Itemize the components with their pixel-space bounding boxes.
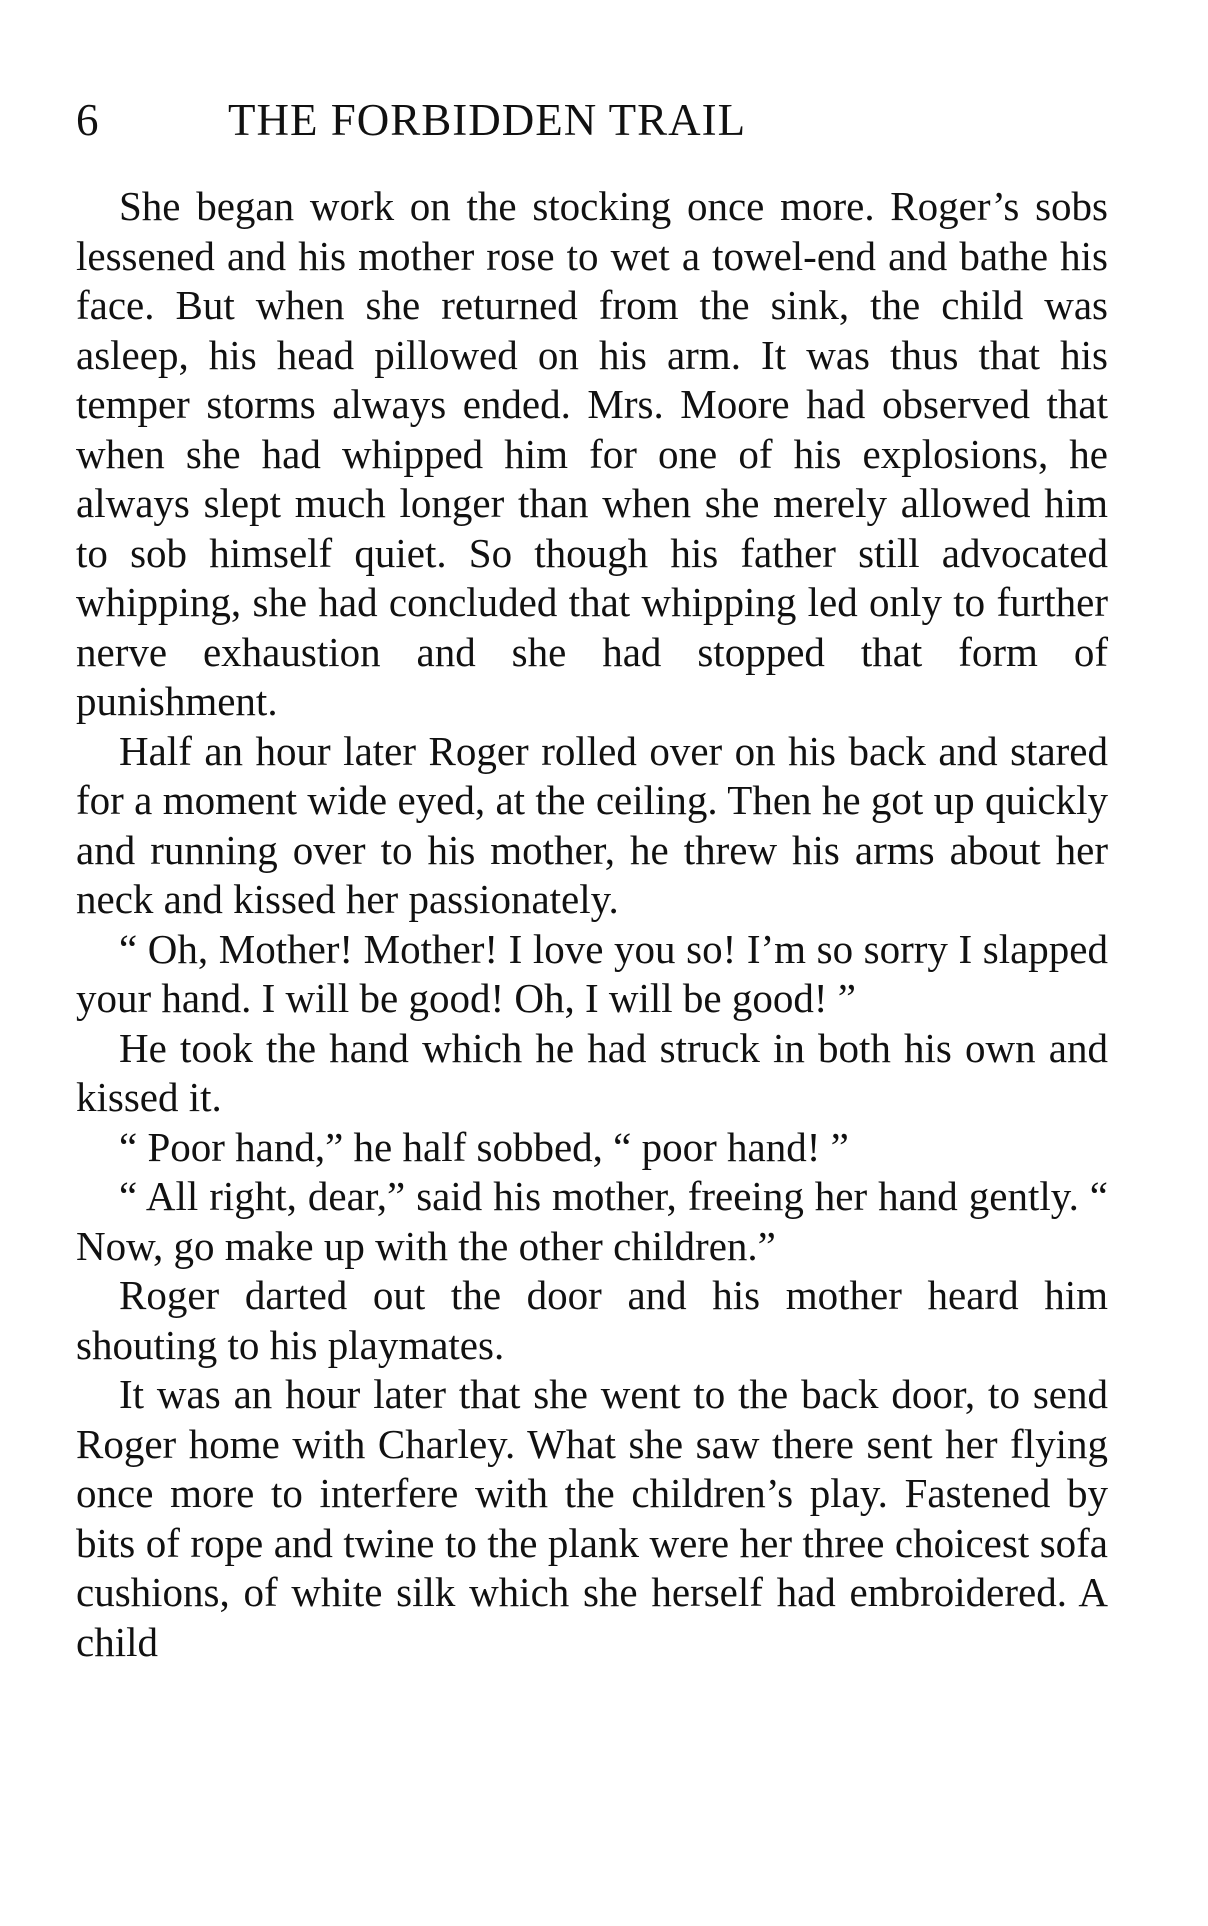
- paragraph: Half an hour later Roger rolled over on his back and stared for a moment wide eyed, at the ceiling. Then he got up quickly and running over to his mother, he threw his arms about her neck and kissed her passionately.: [76, 727, 1108, 922]
- running-title: THE FORBIDDEN TRAIL: [228, 95, 747, 145]
- paragraph: She began work on the stocking once more. Roger’s sobs lessened and his mother rose to wet a towel-end and bathe his face. But when she returned from the sink, the child was asleep, his head pillowed on his arm. It was thus that his temper storms always ended. Mrs. Moore had observed that when she had whipped him for one of his explosions, he always slept much longer than when she merely allowed him to sob himself quiet. So though his father still advocated whipping, she had concluded that whipping led only to further nerve exhaustion and she had stopped that form of punishment.: [76, 183, 1108, 724]
- paragraph: It was an hour later that she went to the back door, to send Roger home with Charley. What she saw there sent her flying once more to interfere with the children’s play. Fastened by bits of rope and twine to the plank were her three choicest sofa cushions, of white silk which she herself had embroidered. A child: [76, 1371, 1108, 1665]
- body-text: [76, 182, 1108, 1667]
- running-header: [76, 94, 1108, 174]
- book-page: [76, 94, 1108, 1667]
- paragraph: “ All right, dear,” said his mother, freeing her hand gently. “ Now, go make up with the other children.”: [76, 1173, 1108, 1269]
- paragraph: Roger darted out the door and his mother heard him shouting to his playmates.: [76, 1272, 1108, 1368]
- paragraph: “ Oh, Mother! Mother! I love you so! I’m so sorry I slapped your hand. I will be good! Oh, I will be good! ”: [76, 925, 1108, 1021]
- page-number: 6: [76, 95, 99, 145]
- paragraph: “ Poor hand,” he half sobbed, “ poor hand! ”: [119, 1123, 849, 1170]
- paragraph: He took the hand which he had struck in both his own and kissed it.: [76, 1024, 1108, 1120]
